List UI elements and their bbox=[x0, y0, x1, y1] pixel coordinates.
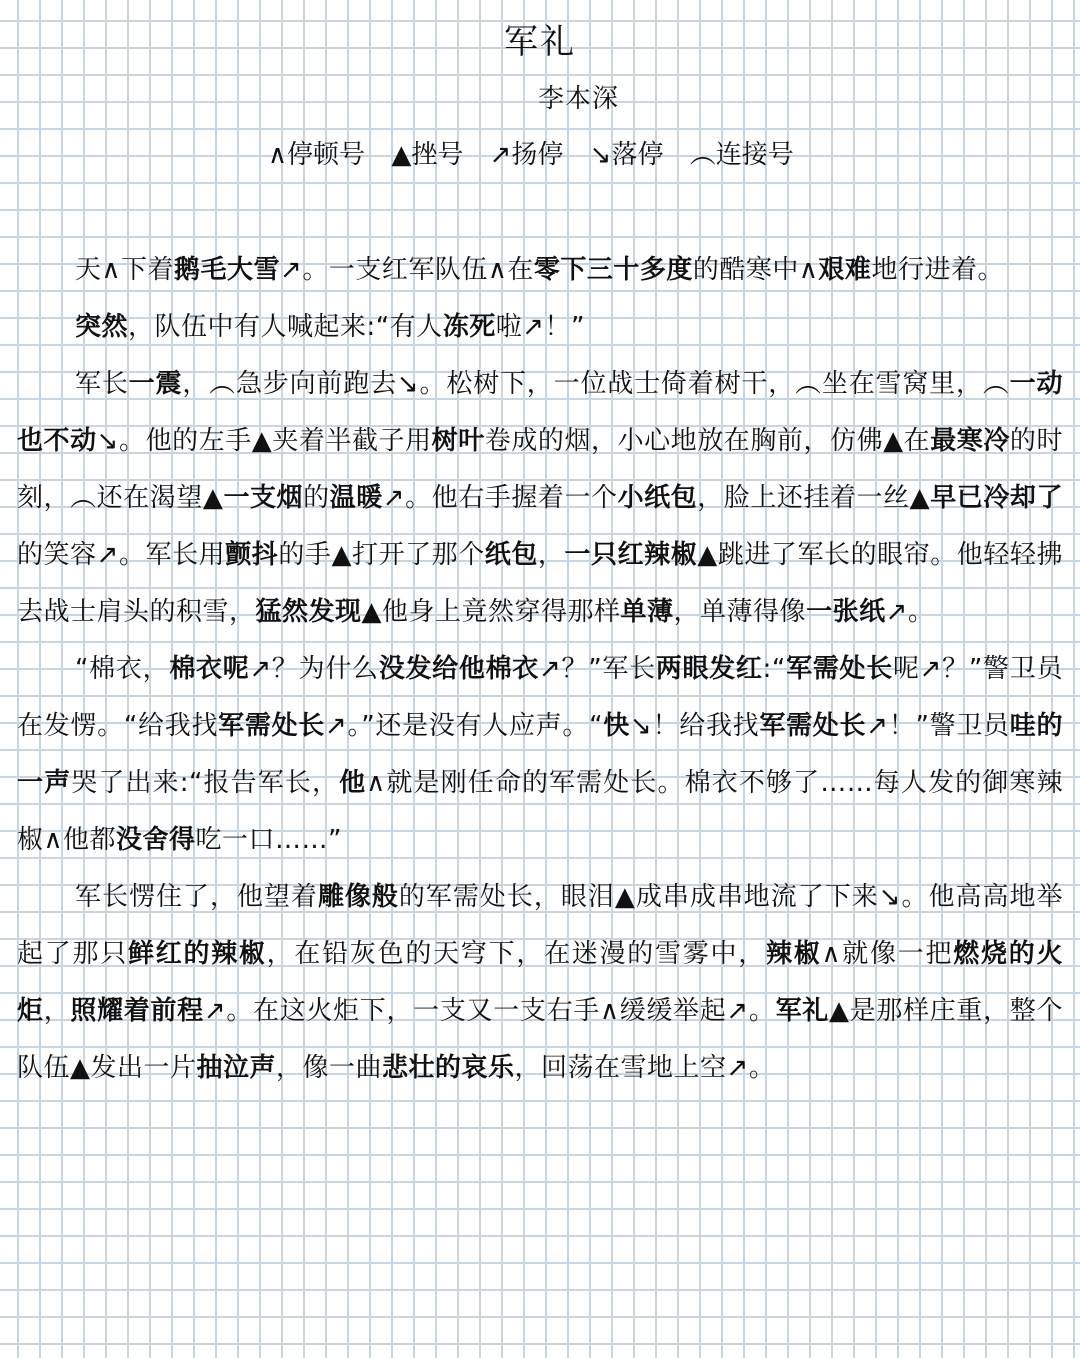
text-run: ↘。他的左手▲夹着半截子用 bbox=[96, 426, 432, 456]
emphasis-text: 军需处长 bbox=[759, 711, 867, 741]
text-run: :“ bbox=[762, 654, 786, 684]
emphasis-text: 冻死 bbox=[442, 312, 496, 342]
text-run: 的酷寒中∧ bbox=[692, 255, 819, 285]
paragraph bbox=[17, 299, 1063, 356]
symbol-legend bbox=[268, 134, 812, 171]
text-run: ，队伍中有人喊起来:“有人 bbox=[128, 312, 443, 342]
emphasis-text: 他 bbox=[339, 768, 367, 798]
emphasis-text: 照耀着前程 bbox=[70, 996, 204, 1026]
emphasis-text: 颤抖 bbox=[225, 540, 279, 570]
emphasis-text: 军礼 bbox=[775, 996, 829, 1026]
text-run: ↗。”还是没有人应声。“ bbox=[325, 711, 604, 741]
text-run: 卷成的烟，小心地放在胸前，仿佛▲在 bbox=[484, 426, 931, 456]
article-body bbox=[17, 242, 1063, 1097]
legend-label: 落停 bbox=[611, 140, 664, 170]
text-run: 呢↗？”警卫员在发愣。“给我找 bbox=[17, 654, 1063, 741]
text-run: ， bbox=[43, 996, 71, 1026]
emphasis-text: 雕像般 bbox=[317, 882, 399, 912]
text-run: ▲是那样庄重，整个队伍▲发出一片 bbox=[17, 996, 1063, 1083]
emphasis-text: 早已冷却了 bbox=[930, 483, 1063, 513]
text-run: ，脸上还挂着一丝▲ bbox=[697, 483, 931, 513]
author-name: 李本深 bbox=[538, 84, 620, 114]
emphasis-text: 一只红辣椒 bbox=[564, 540, 698, 570]
emphasis-text: 军需处长 bbox=[785, 654, 893, 684]
text-run: 哭了出来:“报告军长， bbox=[71, 768, 340, 798]
pause-mark-icon: ∧ bbox=[268, 140, 288, 170]
emphasis-text: 快 bbox=[603, 711, 631, 741]
emphasis-text: 哇的一声 bbox=[17, 711, 1063, 798]
emphasis-text: 一张纸 bbox=[806, 597, 886, 627]
text-run: 的笑容↗。军长用 bbox=[17, 540, 226, 570]
emphasis-text: 鹅毛大雪 bbox=[174, 255, 281, 285]
emphasis-text: 悲壮的哀乐 bbox=[382, 1053, 515, 1083]
legend-label: 停顿号 bbox=[287, 140, 366, 170]
text-run: 军长愣住了，他望着 bbox=[75, 882, 318, 912]
emphasis-text: 棉衣呢 bbox=[169, 654, 250, 684]
text-run: ↗！”警卫员 bbox=[866, 711, 1010, 741]
text-run: ，像一曲 bbox=[276, 1053, 383, 1083]
emphasis-text: 最寒冷 bbox=[930, 426, 1010, 456]
text-run: 军长 bbox=[75, 369, 129, 399]
emphasis-text: 军需处长 bbox=[218, 711, 326, 741]
legend-item-connector bbox=[690, 140, 794, 170]
emphasis-text: 小纸包 bbox=[617, 483, 698, 513]
text-run: ↗？”军长 bbox=[539, 654, 656, 684]
rising-stop-icon: ↗ bbox=[489, 140, 512, 170]
legend-label: 扬停 bbox=[511, 140, 564, 170]
emphasis-text: 树叶 bbox=[431, 426, 485, 456]
text-run: ↗。 bbox=[885, 597, 935, 627]
emphasis-text: 纸包 bbox=[484, 540, 538, 570]
text-run: ↗？为什么 bbox=[249, 654, 379, 684]
text-run: ，回荡在雪地上空↗。 bbox=[514, 1053, 776, 1083]
legend-label: 挫号 bbox=[411, 140, 464, 170]
emphasis-text: 单薄 bbox=[620, 597, 674, 627]
text-run: “棉衣， bbox=[75, 654, 170, 684]
text-run: ▲跳进了军长的眼帘。他轻轻拂去战士肩头的积雪， bbox=[17, 540, 1063, 627]
emphasis-text: 一动也不动 bbox=[17, 369, 1063, 456]
text-run: ∧就是刚任命的军需处长。棉衣不够了……每人发的御寒辣椒∧他都 bbox=[17, 768, 1063, 855]
emphasis-text: 两眼发红 bbox=[655, 654, 763, 684]
text-run: 地行进着。 bbox=[871, 255, 1004, 285]
emphasis-text: 没发给他棉衣 bbox=[378, 654, 540, 684]
paragraph bbox=[17, 242, 1063, 299]
text-run: ↗。一支红军队伍∧在 bbox=[280, 255, 534, 285]
text-run: ，单薄得像 bbox=[673, 597, 807, 627]
emphasis-text: 零下三十多度 bbox=[533, 255, 693, 285]
text-run: ，在铅灰色的天穹下，在迷漫的雪雾中， bbox=[266, 939, 766, 969]
text-run: 的军需处长，眼泪▲成串成串地流了下来↘。他高高地举起了那只 bbox=[17, 882, 1063, 969]
text-run: ↗。他右手握着一个 bbox=[382, 483, 618, 513]
emphasis-text: 一震 bbox=[128, 369, 183, 399]
stress-mark-icon: ▲ bbox=[391, 140, 412, 170]
emphasis-text: 温暖 bbox=[329, 483, 383, 513]
emphasis-text: 抽泣声 bbox=[196, 1053, 277, 1083]
legend-item-falling-stop bbox=[590, 140, 664, 170]
legend-item-rising-stop bbox=[490, 140, 564, 170]
connector-mark-icon: ︵ bbox=[689, 140, 716, 170]
text-run: 的手▲打开了那个 bbox=[278, 540, 485, 570]
emphasis-text: 燃烧的火炬 bbox=[17, 939, 1063, 1026]
text-run: ↗。在这火炬下，一支又一支右手∧缓缓举起↗。 bbox=[203, 996, 776, 1026]
emphasis-text: 鲜红的辣椒 bbox=[127, 939, 267, 969]
emphasis-text: 猛然发现 bbox=[255, 597, 362, 627]
emphasis-text: 没舍得 bbox=[116, 825, 196, 855]
paragraph bbox=[17, 641, 1063, 869]
text-run: 吃一口……” bbox=[195, 825, 343, 855]
emphasis-text: 艰难 bbox=[818, 255, 872, 285]
text-run: ， bbox=[537, 540, 565, 570]
emphasis-text: 辣椒 bbox=[766, 939, 822, 969]
text-run: 天∧下着 bbox=[75, 255, 175, 285]
legend-item-pause bbox=[268, 140, 365, 170]
paragraph bbox=[17, 869, 1063, 1097]
text-run: ↘！给我找 bbox=[630, 711, 760, 741]
document-title: 军礼 bbox=[504, 22, 576, 62]
text-run: 的时刻，︵还在渴望▲ bbox=[17, 426, 1063, 513]
legend-item-stress bbox=[391, 140, 463, 170]
text-run: 的 bbox=[303, 483, 330, 513]
text-run: ，︵急步向前跑去↘。松树下，一位战士倚着树干，︵坐在雪窝里，︵ bbox=[182, 369, 1010, 399]
text-run: ▲他身上竟然穿得那样 bbox=[361, 597, 621, 627]
emphasis-text: 一支烟 bbox=[223, 483, 304, 513]
emphasis-text: 突然 bbox=[75, 312, 129, 342]
paragraph bbox=[17, 356, 1063, 641]
legend-label: 连接号 bbox=[715, 140, 794, 170]
falling-stop-icon: ↘ bbox=[589, 140, 612, 170]
text-run: ∧就像一把 bbox=[821, 939, 954, 969]
text-run: 啦↗！” bbox=[495, 312, 586, 342]
